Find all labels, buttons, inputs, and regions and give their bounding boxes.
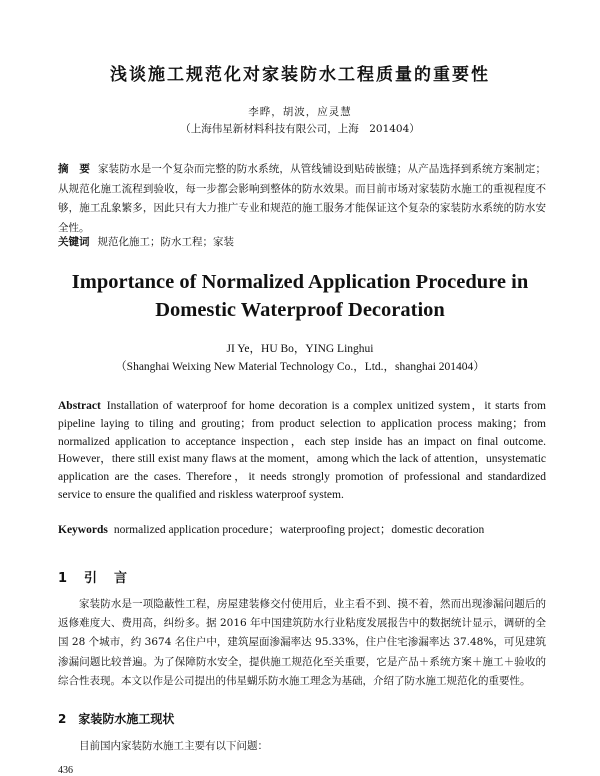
chinese-keywords xyxy=(58,233,546,252)
chinese-abstract-text: 家装防水是一个复杂而完整的防水系统，从管线铺设到贴砖嵌缝；从产品选择到系统方案制定；从规范化施工流程到验收，每一步都会影响到整体的防水效果。而目前市场对家装防水施工的重视程度不够，施工乱象繁多，因此只有大力推广专业和规范的施工服务才能保证这个复杂的家装防水系统的防水安全性。 xyxy=(58,163,547,234)
english-keywords-text: normalized application procedure；waterproofing project；domestic decoration xyxy=(113,524,485,536)
chinese-abstract xyxy=(58,160,546,238)
section-1-heading: 1 引 言 xyxy=(58,571,130,586)
section-2-paragraph: 目前国内家装防水施工主要有以下问题： xyxy=(79,740,268,752)
chinese-keywords-label: 关键词 xyxy=(58,236,90,248)
english-keywords xyxy=(58,522,546,539)
section-1-paragraph: 家装防水是一项隐蔽性工程，房屋建装修交付使用后，业主看不到、摸不着，然而出现渗漏问题后的返修难度大、费用高，纠纷多。据 2016 年中国建筑防水行业粘度发展报告中的数据统计显示，调研的全国 28 个城市，约 3674 名住户中，建筑屋面渗漏率达 95.33%，住户住宅渗漏率达 37.48%，可见建筑渗漏问题比较普遍。为了保障防水安全，提供施工规范化至关重要，它是产品＋系统方案＋施工＋验收的综合性表现。本文以作是公司提出的伟星蝴乐防水施工理念为基础，介绍了防水施工规范化的重要性。 xyxy=(58,598,546,687)
english-affiliation: （Shanghai Weixing New Material Technology Co.，Ltd.，shanghai 201404） xyxy=(115,361,485,373)
chinese-keywords-text: 规范化施工；防水工程；家装 xyxy=(97,236,234,248)
chinese-affiliation: （上海伟星新材料科技有限公司，上海 201404） xyxy=(180,123,420,135)
english-abstract-text: Installation of waterproof for home decoration is a complex unitized system，it starts from pipeline laying to tiling and grouting；from product selection to application process making；from normalized application to acceptance inspection，each step inside has an impact on final outcome. However，there still exist many flaws at the moment，among which the lack of attention，unsystematic application are the cases. Therefore，it needs strongly promotion of professional and standardized service to ensure the qualified and riskless waterproof system. xyxy=(58,400,546,501)
english-abstract xyxy=(58,398,546,505)
chinese-abstract-label: 摘 要 xyxy=(58,163,91,175)
english-title: Importance of Normalized Application Procedure in Domestic Waterproof Decoration xyxy=(71,271,529,321)
chinese-title: 浅谈施工规范化对家装防水工程质量的重要性 xyxy=(110,65,490,85)
english-authors: JI Ye，HU Bo，YING Linghui xyxy=(226,343,374,355)
chinese-authors: 李晔，胡波，应灵慧 xyxy=(248,106,352,118)
english-abstract-label: Abstract xyxy=(58,400,101,412)
english-keywords-label: Keywords xyxy=(58,524,108,536)
page-number: 436 xyxy=(58,765,73,776)
section-2-heading: 2 家装防水施工现状 xyxy=(58,712,175,726)
